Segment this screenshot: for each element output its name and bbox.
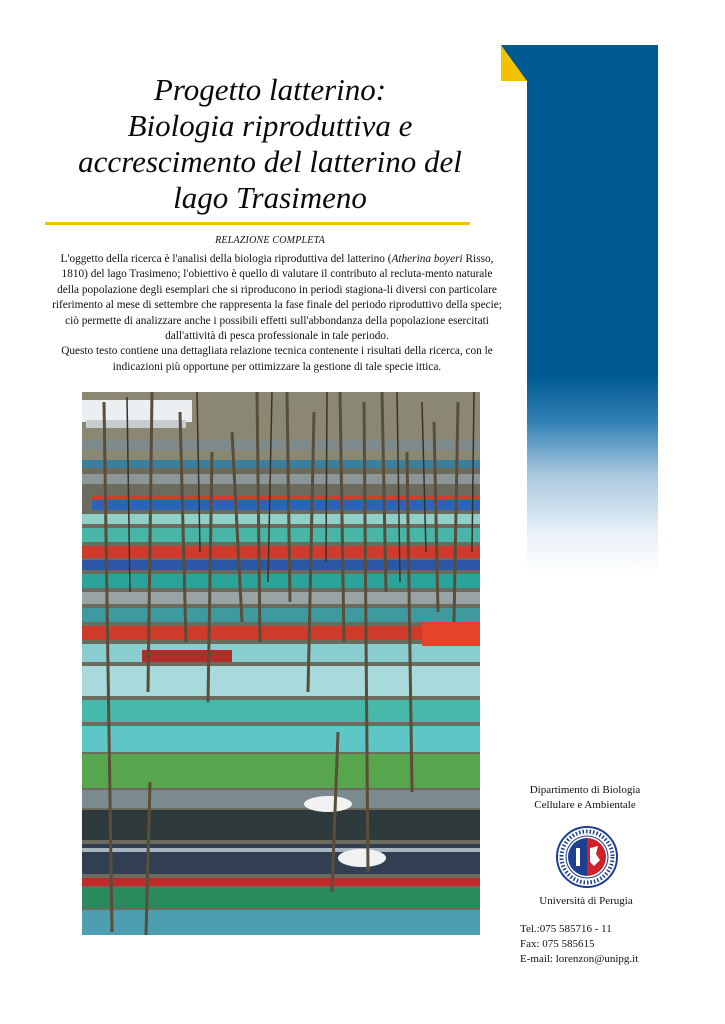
abstract-body: Risso, 1810) del lago Trasimeno; l'obiettivo è quello di valutare il contributo al recluta-mento naturale della popolazione degli esemplari che si riproducono in periodi stagiona-li diversi con particolare riferimento al mese di settembre che rappresenta la fase finale del periodo riproduttivo della specie; ciò permette di analizzare anche i possibili effetti sull'abbondanza della popolazione esercitati dall'attività di pesca professionale in tale periodo. bbox=[52, 253, 502, 343]
abstract-paragraph-1 bbox=[52, 252, 502, 344]
document-title bbox=[45, 72, 495, 216]
contact-email[interactable]: E-mail: lorenzon@unipg.it bbox=[520, 953, 639, 965]
department-line-2: Cellulare e Ambientale bbox=[534, 799, 636, 811]
species-name: Atherina boyeri bbox=[391, 253, 463, 265]
department-name bbox=[515, 783, 655, 813]
title-line-1: Progetto latterino: bbox=[153, 72, 387, 107]
abstract-intro: L'oggetto della ricerca è l'analisi della biologia riproduttiva del latterino ( bbox=[60, 253, 392, 265]
band-notch bbox=[501, 81, 527, 581]
university-seal-icon bbox=[556, 826, 618, 888]
title-line-3: accrescimento del latterino del bbox=[78, 144, 462, 179]
university-name: Università di Perugia bbox=[539, 895, 633, 907]
abstract bbox=[52, 252, 502, 375]
title-divider bbox=[45, 222, 470, 225]
department-line-1: Dipartimento di Biologia bbox=[529, 784, 641, 796]
title-line-2: Biologia riproduttiva e bbox=[127, 108, 413, 143]
contact-phone: Tel.:075 585716 - 11 bbox=[520, 923, 612, 935]
contact-info bbox=[520, 922, 720, 967]
boats-photo bbox=[82, 392, 480, 935]
document-subtitle: RELAZIONE COMPLETA bbox=[215, 235, 325, 246]
contact-fax: Fax: 075 585615 bbox=[520, 938, 595, 950]
abstract-paragraph-2: Questo testo contiene una dettagliata relazione tecnica contenente i risultati della ricerca, con le indicazioni più opportune per ottimizzare la gestione di tale specie ittica. bbox=[61, 345, 493, 373]
title-line-4: lago Trasimeno bbox=[173, 180, 367, 215]
